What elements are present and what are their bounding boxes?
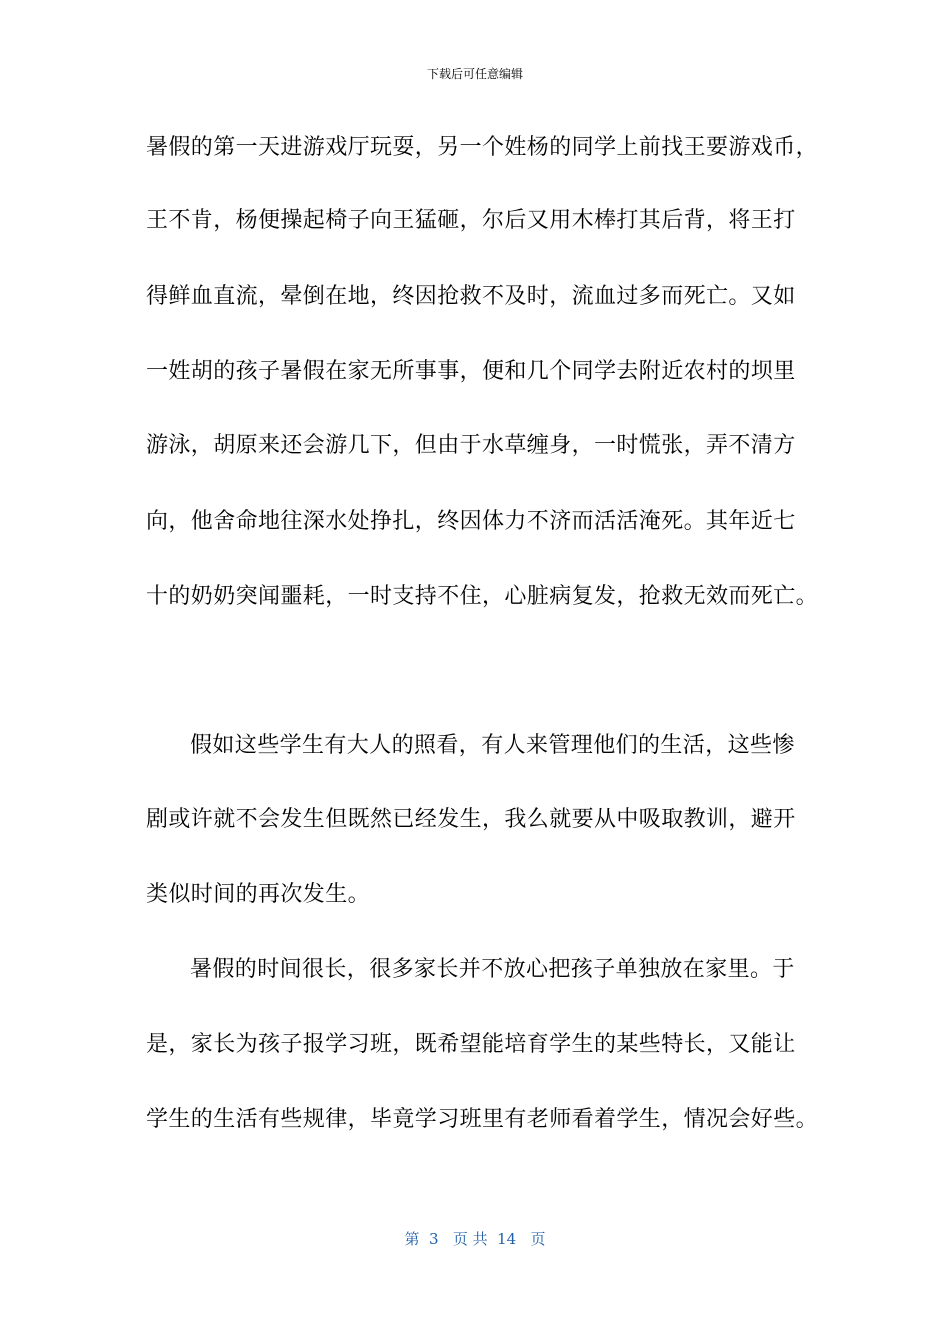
text-line: 向，他舍命地往深水处挣扎，终因体力不济而活活淹死。其年近七: [146, 509, 796, 534]
text-line: 学生的生活有些规律，毕竟学习班里有老师看着学生，情况会好些。: [146, 1107, 819, 1132]
page-number-footer: 第 3 页 共 14 页: [404, 1230, 546, 1248]
text-line: 暑假的时间很长，很多家长并不放心把孩子单独放在家里。于: [190, 957, 795, 982]
page-header: 下载后可任意编辑: [426, 67, 523, 81]
text-line: 一姓胡的孩子暑假在家无所事事，便和几个同学去附近农村的坝里: [146, 359, 796, 384]
text-line: 暑假的第一天进游戏厅玩耍，另一个姓杨的同学上前找王要游戏币，: [146, 135, 819, 160]
text-line: 得鲜血直流，晕倒在地，终因抢救不及时，流血过多而死亡。又如: [146, 284, 796, 309]
text-line: 王不肯，杨便操起椅子向王猛砸，尔后又用木棒打其后背，将王打: [146, 208, 796, 233]
text-line: 是，家长为孩子报学习班，既希望能培育学生的某些特长，又能让: [146, 1032, 796, 1057]
text-line: 游泳，胡原来还会游几下，但由于水草缠身，一时慌张，弄不清方: [146, 433, 796, 458]
text-line: 假如这些学生有大人的照看，有人来管理他们的生活，这些惨: [190, 733, 795, 758]
text-line: 十的奶奶突闻噩耗，一时支持不住，心脏病复发，抢救无效而死亡。: [146, 584, 819, 609]
text-line: 类似时间的再次发生。: [146, 882, 371, 907]
text-line: 剧或许就不会发生但既然已经发生，我么就要从中吸取教训，避开: [146, 807, 796, 832]
